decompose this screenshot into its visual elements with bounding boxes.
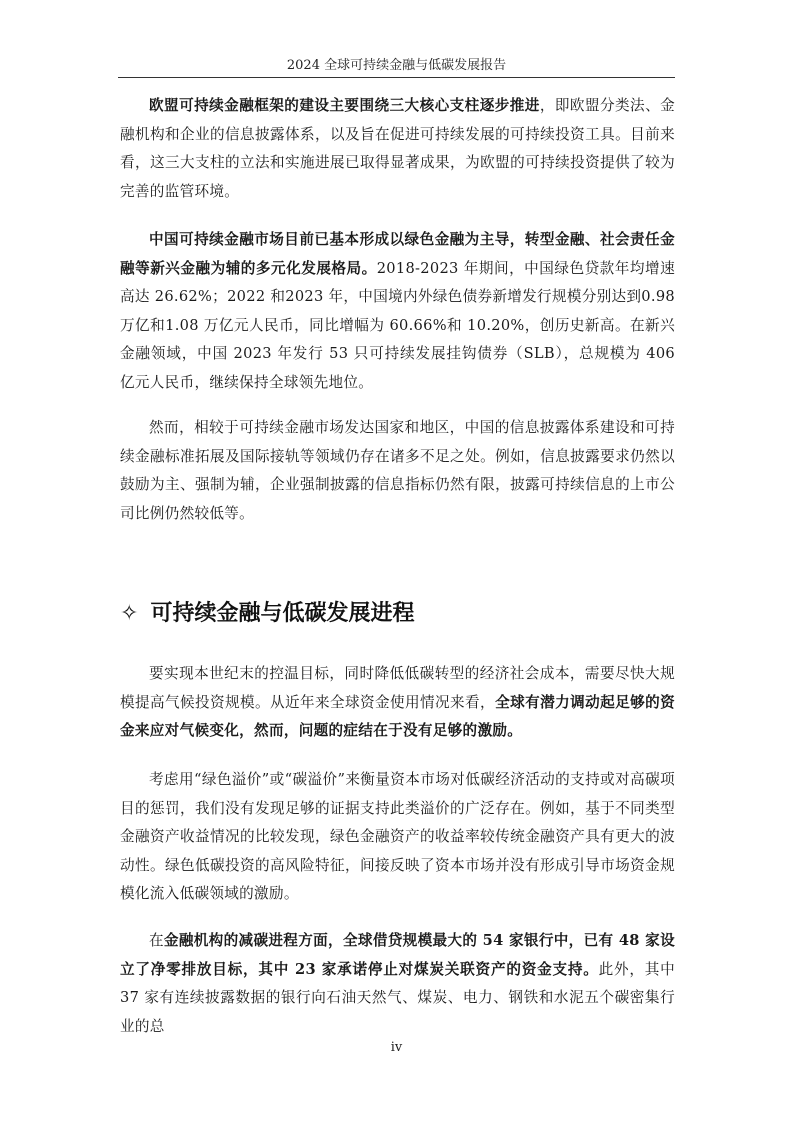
paragraph-climate-investment	[120, 660, 675, 746]
paragraph-body: 然而，相较于可持续金融市场发达国家和地区，中国的信息披露体系建设和可持续金融标准拓展及国际接轨等领域仍存在诸多不足之处。例如，信息披露要求仍然以鼓励为主、强制为辅，企业强制披露的信息指标仍然有限，披露可持续信息的上市公司比例仍然较低等。	[120, 419, 675, 522]
diamond-star-icon: ✧	[120, 601, 139, 626]
running-header: 2024 全球可持续金融与低碳发展报告	[286, 58, 507, 73]
paragraph-bank-decarbonization	[120, 927, 675, 1041]
paragraph-bold-lead: 中国可持续金融市场目前已基本形成以绿色金融为主导，转型金融、社会责任金融等新兴金融为辅的多元化发展格局。	[120, 231, 675, 277]
paragraph-body: 2018-2023 年期间，中国绿色贷款年均增速高达 26.62%；2022 和2023 年，中国境内外绿色债券新增发行规模分别达到0.98 万亿和1.08 万亿元人民币，同比增幅为 60.66%和 10.20%，创历史新高。在新兴金融领域，中国 2023 年发行 53 只可持续发展挂钩债券（SLB），总规模为 406 亿元人民币，继续保持全球领先地位。	[120, 259, 675, 391]
paragraph-bold-emphasis: 金融机构的减碳进程方面，全球借贷规模最大的 54 家银行中，已有 48 家设立了净零排放目标，其中 23 家承诺停止对煤炭关联资产的资金支持。	[120, 932, 675, 978]
paragraph-bold-lead: 欧盟可持续金融框架的建设主要围绕三大核心支柱逐步推进	[149, 97, 540, 114]
paragraph-china-gaps	[120, 414, 675, 528]
paragraph-body: ，即欧盟分类法、金融机构和企业的信息披露体系，以及旨在促进可持续发展的可持续投资工具。目前来看，这三大支柱的立法和实施进展已取得显著成果，为欧盟的可持续投资提供了较为完善的监管环境。	[120, 97, 675, 200]
paragraph-body: 考虑用“绿色溢价”或“碳溢价”来衡量资本市场对低碳经济活动的支持或对高碳项目的惩罚，我们没有发现足够的证据支持此类溢价的广泛存在。例如，基于不同类型金融资产收益情况的比较发现，绿色金融资产的收益率较传统金融资产具有更大的波动性。绿色低碳投资的高风险特征，间接反映了资本市场并没有形成引导市场资金规模化流入低碳领域的激励。	[120, 771, 675, 902]
paragraph-china-market	[120, 226, 675, 397]
paragraph-body: 在	[149, 932, 164, 949]
paragraph-bold-emphasis: 全球有潜力调动起足够的资金来应对气候变化，然而，问题的症结在于没有足够的激励。	[120, 693, 675, 739]
section-heading	[120, 598, 414, 630]
paragraph-body: 此外，其中 37 家有连续披露数据的银行向石油天然气、煤炭、电力、钢铁和水泥五个碳密集行业的总	[120, 960, 675, 1035]
page-number: iv	[390, 1040, 403, 1055]
section-title: 可持续金融与低碳发展进程	[150, 601, 415, 626]
header-divider	[118, 77, 675, 78]
paragraph-eu-framework	[120, 92, 675, 206]
paragraph-body: 要实现本世纪末的控温目标，同时降低低碳转型的经济社会成本，需要尽快大规模提高气候投资规模。从近年来全球资金使用情况来看，	[120, 665, 675, 711]
paragraph-green-premium	[120, 766, 675, 909]
